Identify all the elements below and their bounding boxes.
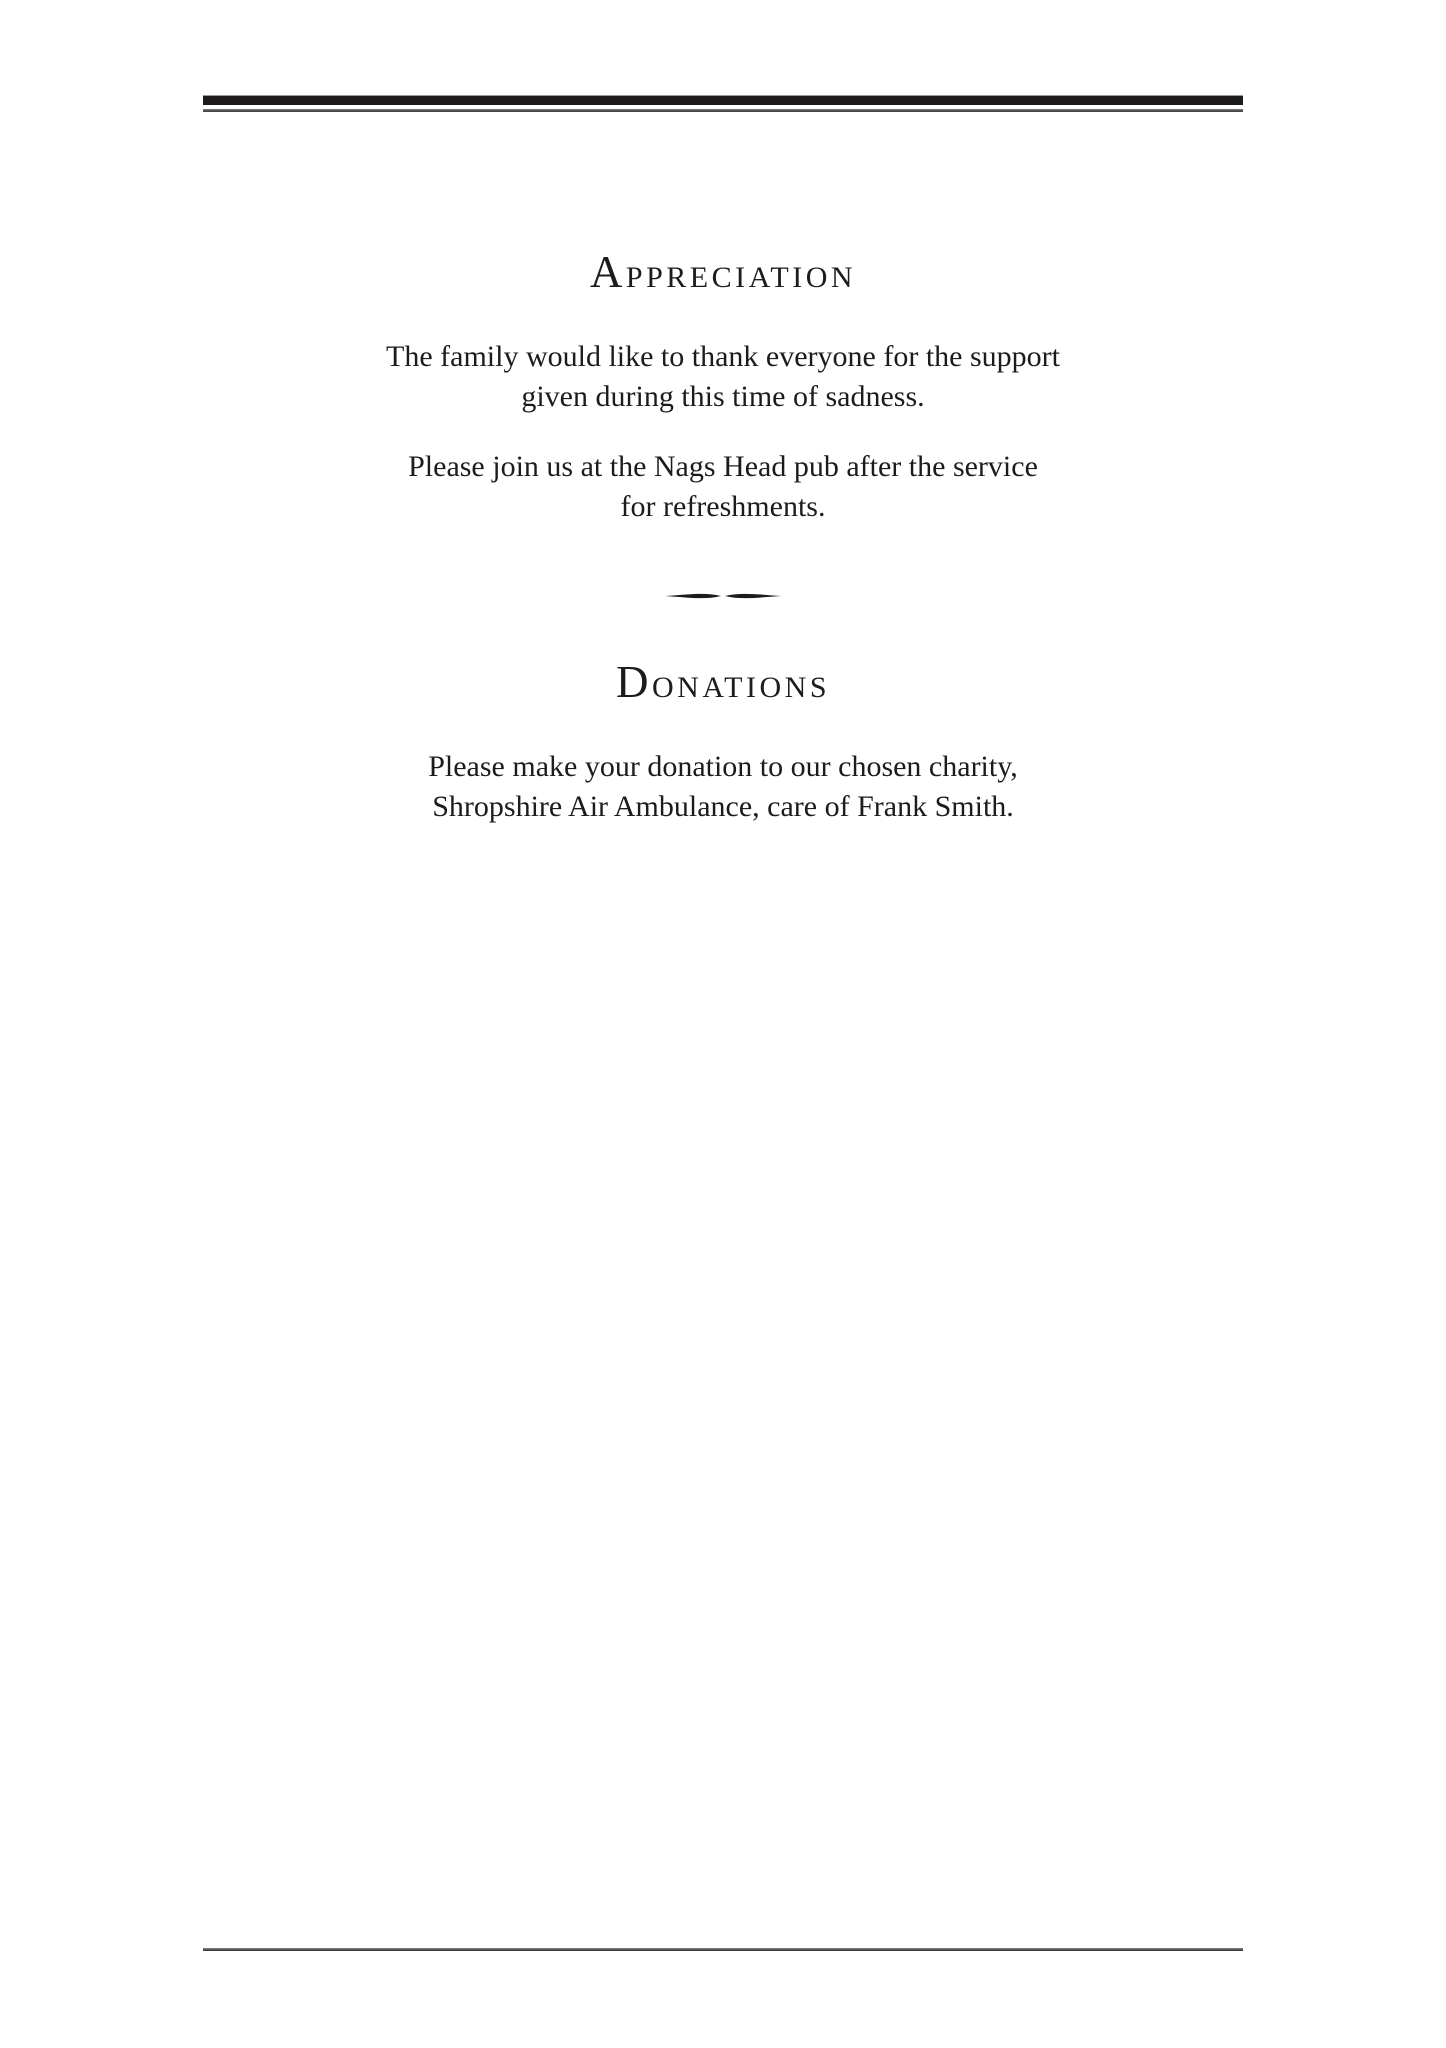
text-line: The family would like to thank everyone for the support bbox=[386, 340, 1060, 373]
text-line: Please make your donation to our chosen charity, bbox=[428, 750, 1018, 783]
top-rule-thin-line bbox=[203, 109, 1243, 112]
divider-ornament-icon bbox=[0, 590, 1446, 602]
donations-heading: DONATIONS bbox=[616, 657, 830, 707]
text-line: Shropshire Air Ambulance, care of Frank Smith. bbox=[432, 790, 1014, 823]
bottom-rule bbox=[203, 1948, 1243, 1951]
text-line: for refreshments. bbox=[620, 490, 826, 523]
donations-paragraph-1 bbox=[0, 747, 1446, 827]
top-double-rule bbox=[203, 95, 1243, 112]
text-line: given during this time of sadness. bbox=[521, 380, 925, 413]
text-line: Please join us at the Nags Head pub after the service bbox=[408, 450, 1038, 483]
appreciation-paragraph-2 bbox=[0, 447, 1446, 527]
top-rule-thick-bar bbox=[203, 95, 1243, 105]
appreciation-paragraph-1 bbox=[0, 337, 1446, 417]
appreciation-heading: APPRECIATION bbox=[589, 247, 857, 297]
